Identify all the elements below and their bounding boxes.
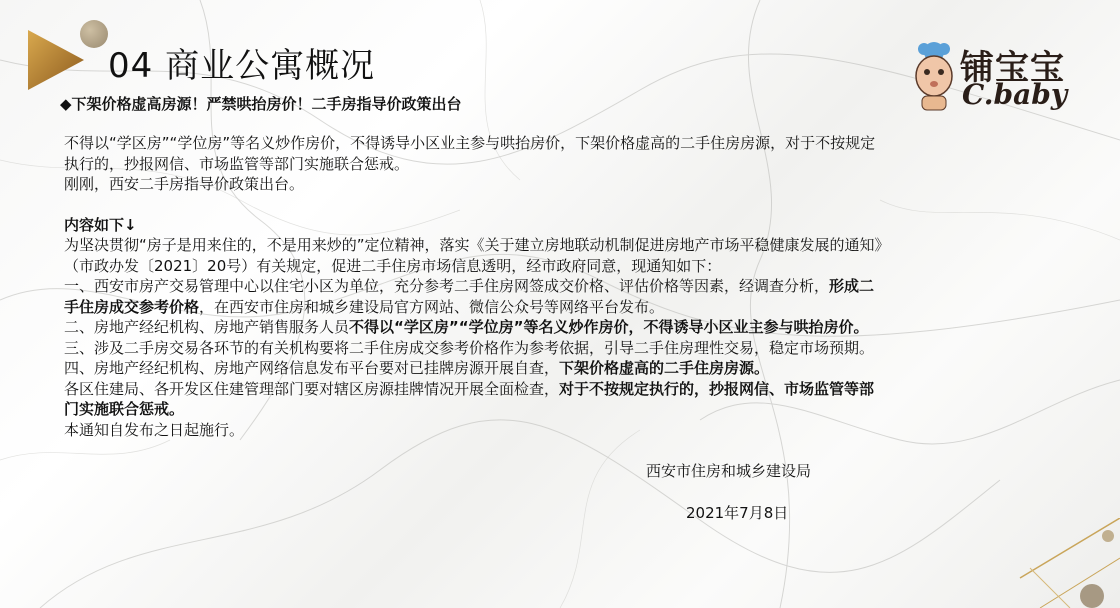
gold-lines-decoration bbox=[1000, 518, 1120, 608]
item-5-cont: 门实施联合惩戒。 bbox=[64, 400, 185, 418]
item-4 bbox=[64, 358, 1084, 379]
item-4-text: 四、房地产经纪机构、房地产网络信息发布平台要对已挂牌房源开展自查， bbox=[64, 359, 560, 377]
page-title: 04 商业公寓概况 bbox=[108, 46, 376, 86]
item-1-text: ，在西安市住房和城乡建设局官方网站、微信公众号等网络平台发布。 bbox=[199, 297, 665, 316]
closing-line: 本通知自发布之日起施行。 bbox=[64, 420, 245, 439]
intro-line: 执行的，抄报网信、市场监管等部门实施联合惩戒。 bbox=[64, 154, 410, 173]
item-1 bbox=[64, 276, 1084, 297]
gold-circle-icon bbox=[80, 20, 108, 48]
item-2-text: 二、房地产经纪机构、房地产销售服务人员 bbox=[64, 318, 350, 336]
corner-triangle-icon bbox=[28, 30, 88, 90]
item-1-text: 一、西安市房产交易管理中心以住宅小区为单位，充分参考二手住房网签成交价格、评估价格等因素，经调查分析， bbox=[64, 277, 830, 295]
intro-line: 不得以“学区房”“学位房”等名义炒作房价，不得诱导小区业主参与哄抬房价，下架价格虚高的二手住房房源，对于不按规定 bbox=[64, 134, 876, 152]
brand-logo bbox=[908, 40, 1088, 112]
logo-name: 铺宝宝 bbox=[960, 48, 1065, 88]
paragraph-line: （市政办发〔2021〕20号）有关规定，促进二手住房市场信息透明，经市政府同意，现通知如下： bbox=[64, 256, 722, 275]
item-5-bold: 对于不按规定执行的，抄报网信、市场监管等部 bbox=[559, 379, 875, 398]
item-3: 三、涉及二手房交易各环节的有关机构要将二手住房成交参考价格作为参考依据，引导二手住房理性交易，稳定市场预期。 bbox=[64, 338, 875, 357]
intro-line: 刚刚，西安二手房指导价政策出台。 bbox=[64, 175, 305, 193]
item-1-cont bbox=[64, 297, 1084, 318]
item-5-text: 各区住建局、各开发区住建管理部门要对辖区房源挂牌情况开展全面检查， bbox=[64, 379, 560, 398]
item-2 bbox=[64, 317, 1084, 338]
signature-date: 2021年7月8日 bbox=[686, 504, 789, 522]
logo-tagline: C.baby bbox=[962, 78, 1068, 111]
content-heading: 内容如下↓ bbox=[64, 215, 137, 234]
paragraph-line: 为坚决贯彻“房子是用来住的，不是用来炒的”定位精神，落实《关于建立房地联动机制促进房地产市场平稳健康发展的通知》 bbox=[64, 236, 890, 254]
item-2-bold: 不得以“学区房”“学位房”等名义炒作房价，不得诱导小区业主参与哄抬房价。 bbox=[349, 318, 869, 336]
notice-body bbox=[64, 133, 1084, 440]
subtitle: ◆下架价格虚高房源！严禁哄抬房价！二手房指导价政策出台 bbox=[60, 95, 462, 113]
item-1-bold: 手住房成交参考价格 bbox=[64, 297, 200, 316]
item-5 bbox=[64, 379, 1084, 400]
item-4-bold: 下架价格虚高的二手住房房源。 bbox=[559, 359, 770, 377]
item-1-bold: 形成二 bbox=[829, 277, 875, 295]
baby-face-icon bbox=[908, 40, 960, 112]
signature-org: 西安市住房和城乡建设局 bbox=[646, 462, 812, 480]
